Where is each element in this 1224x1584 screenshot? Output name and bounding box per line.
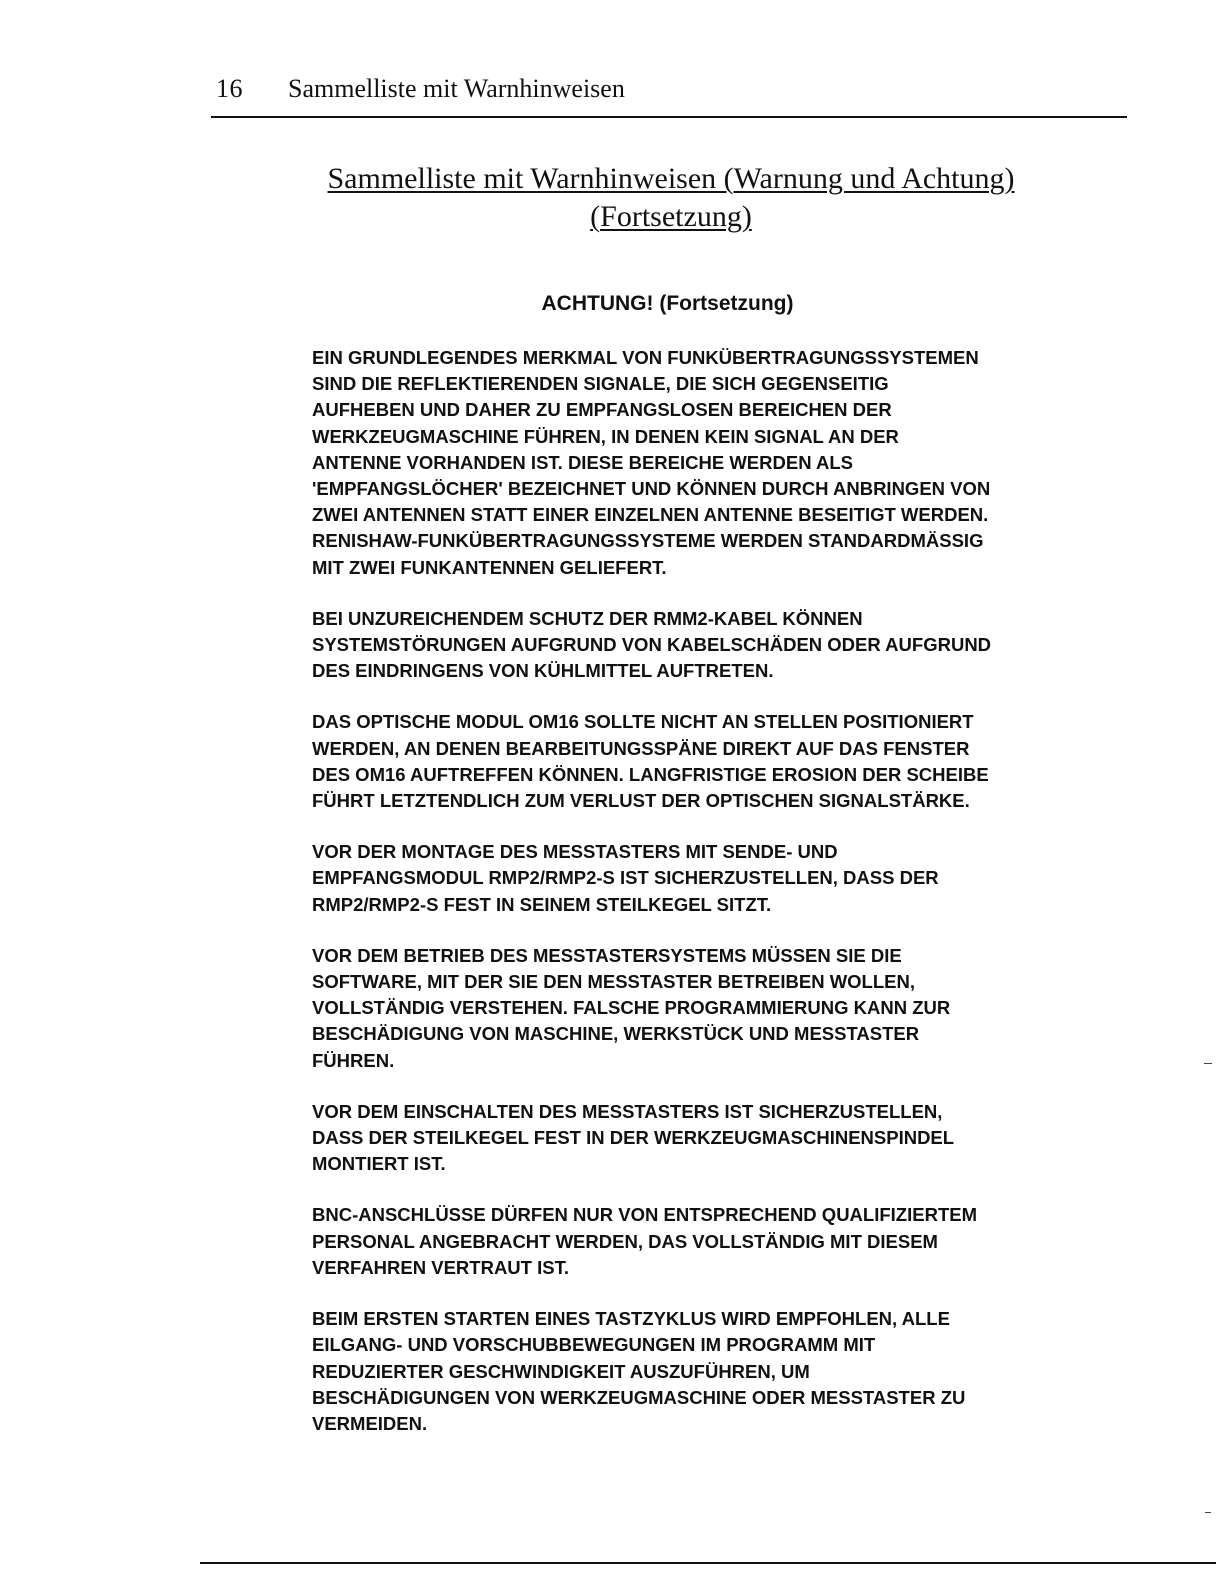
warning-paragraph-reception-holes: EIN GRUNDLEGENDES MERKMAL VON FUNKÜBERTRAGUNGSSYSTEMEN SIND DIE REFLEKTIERENDEN SIGNALE, DIE SICH GEGENSEITIG AUFHEBEN UND DAHER ZU EMPFANGSLOSEN BEREICHEN DER WERKZEUGMASCHINE FÜHREN, IN DENEN KEIN SIGNAL AN DER ANTENNE VORHANDEN IST. DIESE BEREICHE WERDEN ALS 'EMPFANGSLÖCHER' BEZEICHNET UND KÖNNEN DURCH ANBRINGEN VON ZWEI ANTENNEN STATT EINER EINZELNEN ANTENNE BESEITIGT WERDEN. RENISHAW-FUNKÜBERTRAGUNGSSYSTEME WERDEN STANDARDMÄSSIG MIT ZWEI FUNKANTENNEN GELIEFERT. (312, 347, 991, 578)
page-number: 16 (216, 74, 243, 103)
warning-paragraph-om16-window: DAS OPTISCHE MODUL OM16 SOLLTE NICHT AN STELLEN POSITIONIERT WERDEN, AN DENEN BEARBEITUNGSSPÄNE DIREKT AUF DAS FENSTER DES OM16 AUFTREFFEN KÖNNEN. LANGFRISTIGE EROSION DER SCHEIBE FÜHRT LETZTENDLICH ZUM VERLUST DER OPTISCHEN SIGNALSTÄRKE. (312, 711, 989, 812)
warning-paragraph-first-cycle: BEIM ERSTEN STARTEN EINES TASTZYKLUS WIRD EMPFOHLEN, ALLE EILGANG- UND VORSCHUBBEWEGUNGEN IM PROGRAMM MIT REDUZIERTER GESCHWINDIGKEIT AUSZUFÜHREN, UM BESCHÄDIGUNGEN VON WERKZEUGMASCHINE ODER MESSTASTER ZU VERMEIDEN. (312, 1308, 966, 1434)
section-title-line-2: (Fortsetzung) (590, 200, 752, 233)
caution-heading: ACHTUNG! (Fortsetzung) (541, 292, 794, 315)
warning-paragraph-rmp2-mounting: VOR DER MONTAGE DES MESSTASTERS MIT SENDE- UND EMPFANGSMODUL RMP2/RMP2-S IST SICHERZUSTELLEN, DASS DER RMP2/RMP2-S FEST IN SEINEM STEILKEGEL SITZT. (312, 841, 939, 915)
warning-paragraph-rmm2-cable: BEI UNZUREICHENDEM SCHUTZ DER RMM2-KABEL KÖNNEN SYSTEMSTÖRUNGEN AUFGRUND VON KABELSCHÄDEN ODER AUFGRUND DES EINDRINGENS VON KÜHLMITTEL AUFTRETEN. (312, 607, 992, 682)
warning-paragraph-bnc-connectors: BNC-ANSCHLÜSSE DÜRFEN NUR VON ENTSPRECHEND QUALIFIZIERTEM PERSONAL ANGEBRACHT WERDEN, DAS VOLLSTÄNDIG MIT DIESEM VERFAHREN VERTRAUT IST. (312, 1204, 977, 1278)
warning-paragraph-software: VOR DEM BETRIEB DES MESSTASTERSYSTEMS MÜSSEN SIE DIE SOFTWARE, MIT DER SIE DEN MESSTASTER BETREIBEN WOLLEN, VOLLSTÄNDIG VERSTEHEN. FALSCHE PROGRAMMIERUNG KANN ZUR BESCHÄDIGUNG VON MASCHINE, WERKSTÜCK UND MESSTASTER FÜHREN. (312, 944, 951, 1071)
margin-mark (1204, 1063, 1212, 1064)
header-rule (211, 116, 1127, 118)
warning-paragraph-spindle: VOR DEM EINSCHALTEN DES MESSTASTERS IST SICHERZUSTELLEN, DASS DER STEILKEGEL FEST IN DER WERKZEUGMASCHINENSPINDEL MONTIERT IST. (312, 1100, 955, 1175)
running-title: Sammelliste mit Warnhinweisen (288, 74, 625, 103)
section-title (240, 160, 1102, 236)
footer-rule (200, 1562, 1216, 1564)
page-header (216, 72, 1126, 118)
corner-mark (1205, 1512, 1211, 1513)
section-title-line-1: Sammelliste mit Warnhinweisen (Warnung und Achtung) (327, 162, 1015, 195)
warning-list (312, 345, 1127, 1462)
